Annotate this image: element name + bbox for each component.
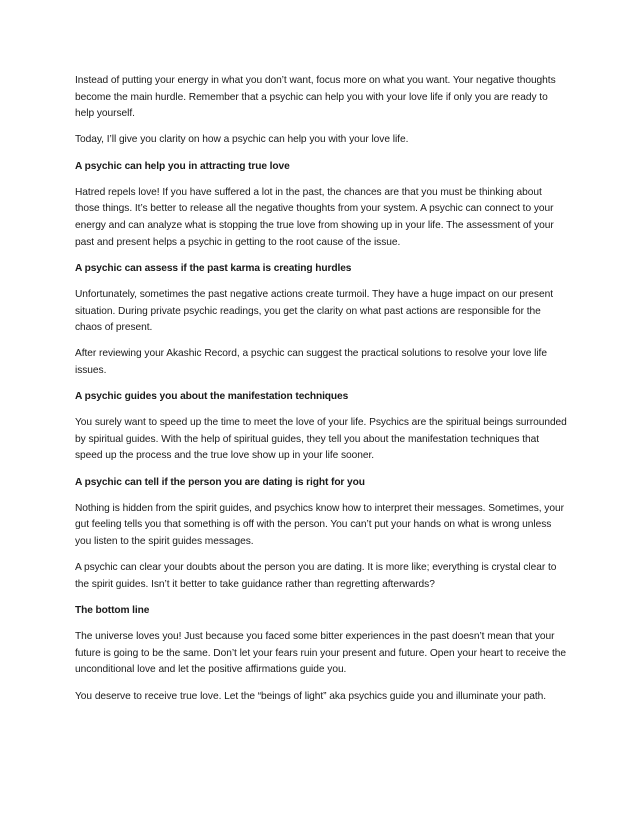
paragraph-akashic-record: After reviewing your Akashic Record, a psychic can suggest the practical solutions to resolve your love life issues. (75, 348, 547, 376)
heading-person-dating: A psychic can tell if the person you are dating is right for you (75, 476, 365, 488)
heading-past-karma: A psychic can assess if the past karma is creating hurdles (75, 262, 352, 274)
paragraph-past-negative-actions: Unfortunately, sometimes the past negative actions create turmoil. They have a huge impact on our present situation. During private psychic readings, you get the clarity on what past actions are responsible for the chaos of present. (75, 288, 553, 334)
paragraph-intro: Instead of putting your energy in what you don’t want, focus more on what you want. Your negative thoughts become the main hurdle. Remember that a psychic can help you with your love life if only you are ready to help yourself. (75, 75, 556, 120)
heading-manifestation-techniques: A psychic guides you about the manifestation techniques (75, 391, 349, 403)
heading-attracting-true-love: A psychic can help you in attracting true love (75, 160, 290, 172)
document-page (75, 73, 569, 715)
paragraph-speed-up-time: You surely want to speed up the time to meet the love of your life. Psychics are the spiritual beings surrounded by spiritual guides. With the help of spiritual guides, they tell you about the manifestation techniques that speed up the process and the true love show up in your life sooner. (75, 417, 567, 462)
paragraph-universe-loves-you: The universe loves you! Just because you faced some bitter experiences in the past doesn’t mean that your future is going to be the same. Don’t let your fears ruin your present and future. Open your heart to receive the unconditional love and let the positive affirmations guide you. (75, 631, 566, 676)
paragraph-deserve-true-love: You deserve to receive true love. Let the “beings of light” aka psychics guide you and illuminate your path. (75, 690, 547, 702)
paragraph-clear-doubts: A psychic can clear your doubts about the person you are dating. It is more like; everything is crystal clear to the spirit guides. Isn’t it better to take guidance rather than regretting afterwards? (75, 562, 557, 590)
heading-bottom-line: The bottom line (75, 604, 150, 616)
paragraph-nothing-hidden: Nothing is hidden from the spirit guides, and psychics know how to interpret their messages. Sometimes, your gut feeling tells you that something is off with the person. You can’t put your hands on what is wrong unless you listen to the spirit guides messages. (75, 502, 564, 547)
paragraph-clarity: Today, I’ll give you clarity on how a psychic can help you with your love life. (75, 134, 409, 146)
paragraph-hatred-repels-love: Hatred repels love! If you have suffered a lot in the past, the chances are that you must be thinking about those things. It’s better to release all the negative thoughts from your system. A psychic can connect to your energy and can analyze what is stopping the true love from showing up in your life. The assessment of your past and present helps a psychic in getting to the root cause of the issue. (75, 186, 554, 248)
